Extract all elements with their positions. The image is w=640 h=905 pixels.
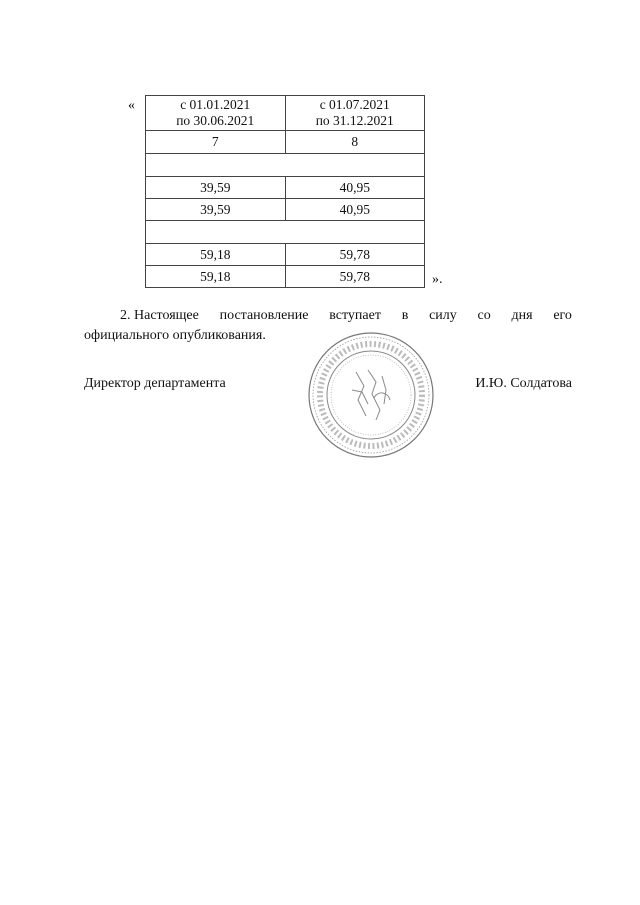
- table-cell: 40,95: [285, 199, 425, 221]
- column-number-row: [146, 131, 425, 154]
- signatory-name: И.Ю. Солдатова: [475, 376, 572, 391]
- clause-word: дня: [511, 308, 533, 323]
- empty-row: [146, 154, 425, 177]
- table-row: [146, 244, 425, 266]
- clause-word: в: [401, 308, 409, 323]
- clause-word: силу: [429, 308, 457, 323]
- opening-quote: «: [128, 98, 135, 113]
- table-cell: 59,18: [146, 266, 286, 288]
- rates-table: [145, 95, 425, 288]
- table-cell: 40,95: [285, 177, 425, 199]
- table-cell: 39,59: [146, 199, 286, 221]
- table-row: [146, 199, 425, 221]
- table-cell: 39,59: [146, 177, 286, 199]
- header-line: по 31.12.2021: [315, 113, 394, 128]
- column-number-cell: 8: [285, 131, 425, 154]
- table-row: [146, 177, 425, 199]
- header-line: по 30.06.2021: [176, 113, 255, 128]
- official-seal: [306, 330, 436, 460]
- empty-cell: [146, 221, 425, 244]
- table-row: [146, 266, 425, 288]
- clause-word: со: [477, 308, 491, 323]
- column-number-cell: 7: [146, 131, 286, 154]
- clause-word: постановление: [219, 308, 309, 323]
- empty-cell: [146, 154, 425, 177]
- header-cell-period-1: [146, 96, 286, 131]
- table-cell: 59,78: [285, 244, 425, 266]
- table-header-row: [146, 96, 425, 131]
- clause-word: его: [553, 308, 572, 323]
- header-cell-period-2: [285, 96, 425, 131]
- table-cell: 59,18: [146, 244, 286, 266]
- table-cell: 59,78: [285, 266, 425, 288]
- empty-row: [146, 221, 425, 244]
- closing-quote: ».: [432, 272, 443, 287]
- signatory-title: Директор департамента: [84, 376, 226, 391]
- clause-word: 2. Настоящее: [120, 308, 199, 323]
- header-line: с 01.07.2021: [319, 97, 390, 112]
- header-line: с 01.01.2021: [180, 97, 251, 112]
- clause-line-1: [84, 306, 572, 326]
- clause-line-2: официального опубликования.: [84, 328, 266, 343]
- clause-word: вступает: [329, 308, 381, 323]
